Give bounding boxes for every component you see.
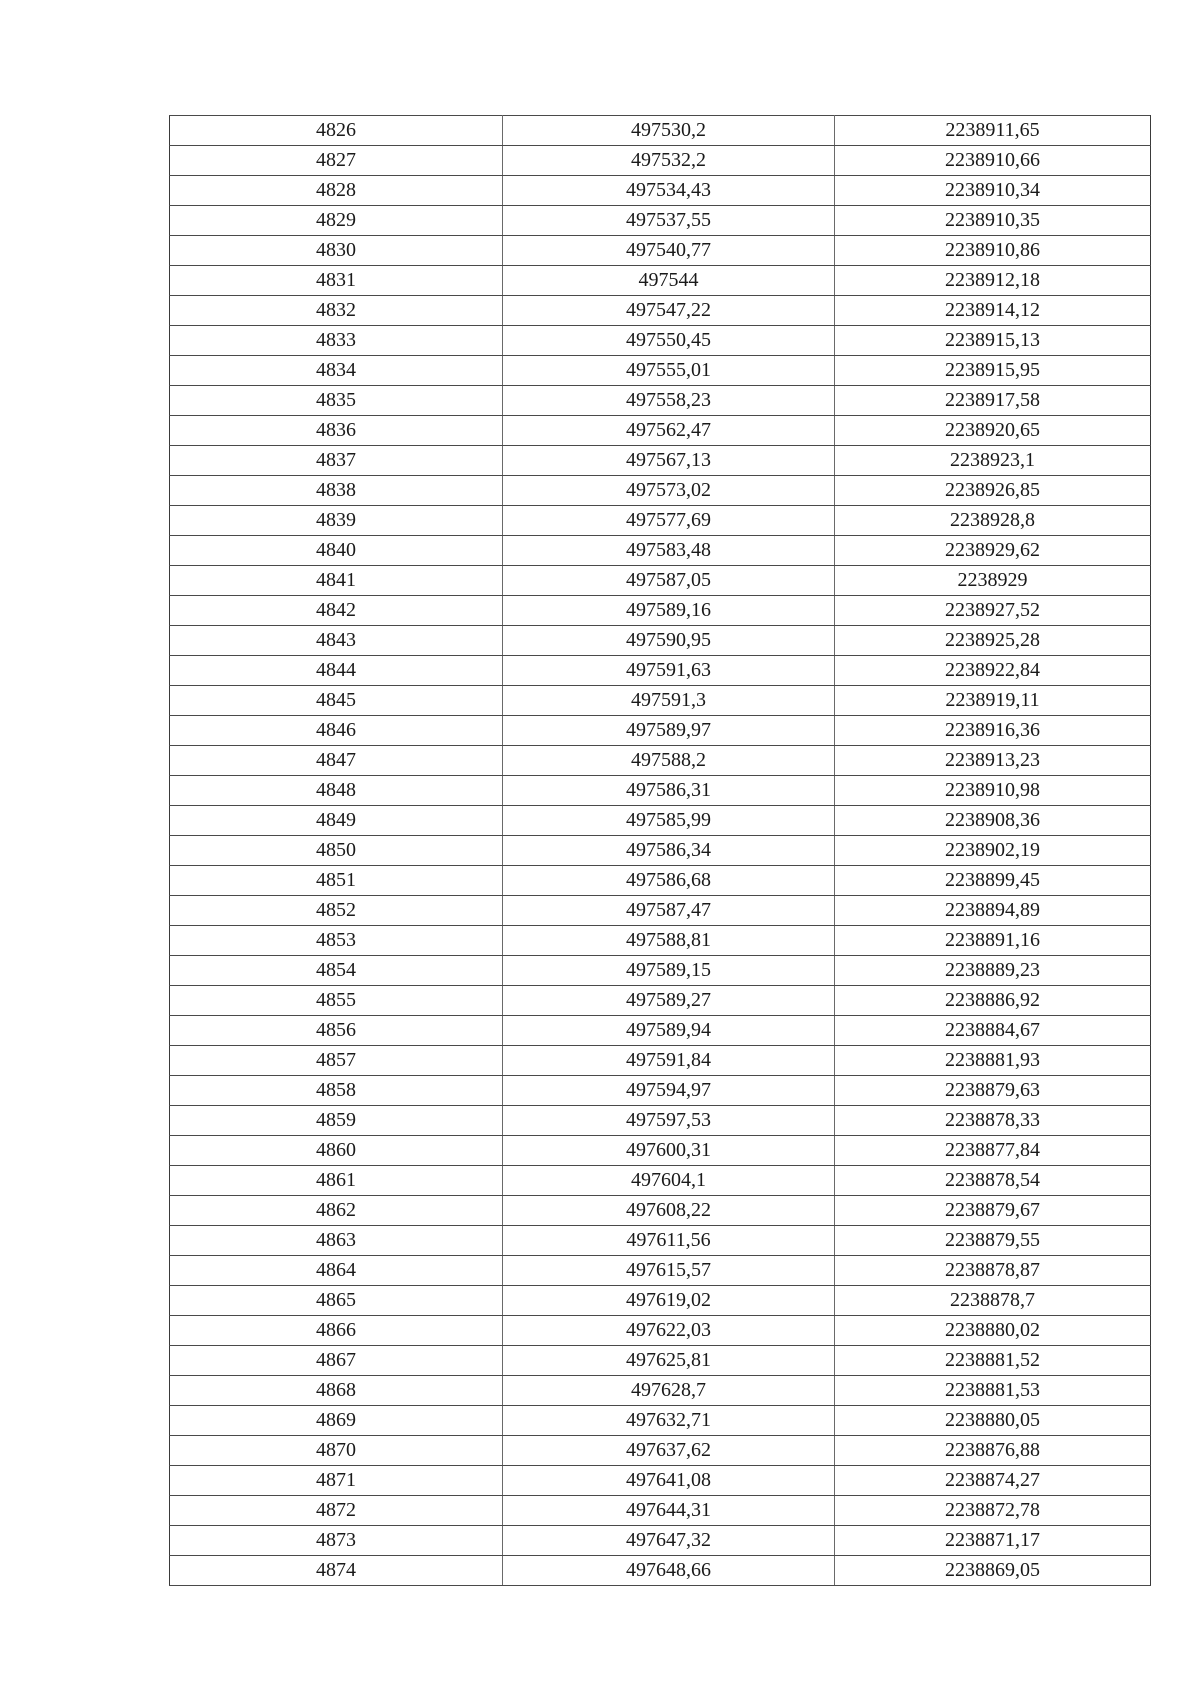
x-coordinate-cell: 497573,02 bbox=[503, 476, 835, 506]
x-coordinate-cell: 497591,84 bbox=[503, 1046, 835, 1076]
x-coordinate-cell: 497589,16 bbox=[503, 596, 835, 626]
x-coordinate-cell: 497530,2 bbox=[503, 116, 835, 146]
table-row bbox=[170, 146, 1151, 176]
point-number-cell: 4827 bbox=[170, 146, 503, 176]
y-coordinate-cell: 2238886,92 bbox=[835, 986, 1151, 1016]
x-coordinate-cell: 497589,27 bbox=[503, 986, 835, 1016]
x-coordinate-cell: 497562,47 bbox=[503, 416, 835, 446]
y-coordinate-cell: 2238913,23 bbox=[835, 746, 1151, 776]
y-coordinate-cell: 2238881,53 bbox=[835, 1376, 1151, 1406]
point-number-cell: 4845 bbox=[170, 686, 503, 716]
table-row bbox=[170, 956, 1151, 986]
y-coordinate-cell: 2238916,36 bbox=[835, 716, 1151, 746]
point-number-cell: 4836 bbox=[170, 416, 503, 446]
table-row bbox=[170, 1436, 1151, 1466]
x-coordinate-cell: 497577,69 bbox=[503, 506, 835, 536]
point-number-cell: 4839 bbox=[170, 506, 503, 536]
y-coordinate-cell: 2238879,63 bbox=[835, 1076, 1151, 1106]
table-row bbox=[170, 506, 1151, 536]
table-row bbox=[170, 1076, 1151, 1106]
table-row bbox=[170, 416, 1151, 446]
x-coordinate-cell: 497558,23 bbox=[503, 386, 835, 416]
y-coordinate-cell: 2238881,52 bbox=[835, 1346, 1151, 1376]
x-coordinate-cell: 497547,22 bbox=[503, 296, 835, 326]
x-coordinate-cell: 497597,53 bbox=[503, 1106, 835, 1136]
point-number-cell: 4847 bbox=[170, 746, 503, 776]
table-row bbox=[170, 1346, 1151, 1376]
y-coordinate-cell: 2238929 bbox=[835, 566, 1151, 596]
x-coordinate-cell: 497622,03 bbox=[503, 1316, 835, 1346]
point-number-cell: 4849 bbox=[170, 806, 503, 836]
point-number-cell: 4852 bbox=[170, 896, 503, 926]
y-coordinate-cell: 2238878,33 bbox=[835, 1106, 1151, 1136]
y-coordinate-cell: 2238874,27 bbox=[835, 1466, 1151, 1496]
y-coordinate-cell: 2238894,89 bbox=[835, 896, 1151, 926]
table-row bbox=[170, 656, 1151, 686]
point-number-cell: 4830 bbox=[170, 236, 503, 266]
point-number-cell: 4857 bbox=[170, 1046, 503, 1076]
coordinates-table-body bbox=[170, 116, 1151, 1586]
x-coordinate-cell: 497591,3 bbox=[503, 686, 835, 716]
table-row bbox=[170, 866, 1151, 896]
table-row bbox=[170, 1046, 1151, 1076]
y-coordinate-cell: 2238899,45 bbox=[835, 866, 1151, 896]
y-coordinate-cell: 2238902,19 bbox=[835, 836, 1151, 866]
y-coordinate-cell: 2238910,66 bbox=[835, 146, 1151, 176]
y-coordinate-cell: 2238878,87 bbox=[835, 1256, 1151, 1286]
table-row bbox=[170, 1196, 1151, 1226]
x-coordinate-cell: 497644,31 bbox=[503, 1496, 835, 1526]
point-number-cell: 4853 bbox=[170, 926, 503, 956]
table-row bbox=[170, 746, 1151, 776]
point-number-cell: 4871 bbox=[170, 1466, 503, 1496]
y-coordinate-cell: 2238889,23 bbox=[835, 956, 1151, 986]
point-number-cell: 4842 bbox=[170, 596, 503, 626]
y-coordinate-cell: 2238929,62 bbox=[835, 536, 1151, 566]
table-row bbox=[170, 836, 1151, 866]
table-row bbox=[170, 1256, 1151, 1286]
table-row bbox=[170, 356, 1151, 386]
table-row bbox=[170, 716, 1151, 746]
y-coordinate-cell: 2238920,65 bbox=[835, 416, 1151, 446]
x-coordinate-cell: 497586,34 bbox=[503, 836, 835, 866]
point-number-cell: 4829 bbox=[170, 206, 503, 236]
point-number-cell: 4862 bbox=[170, 1196, 503, 1226]
y-coordinate-cell: 2238923,1 bbox=[835, 446, 1151, 476]
x-coordinate-cell: 497567,13 bbox=[503, 446, 835, 476]
y-coordinate-cell: 2238908,36 bbox=[835, 806, 1151, 836]
point-number-cell: 4844 bbox=[170, 656, 503, 686]
point-number-cell: 4840 bbox=[170, 536, 503, 566]
table-row bbox=[170, 1286, 1151, 1316]
table-row bbox=[170, 326, 1151, 356]
y-coordinate-cell: 2238880,02 bbox=[835, 1316, 1151, 1346]
table-row bbox=[170, 596, 1151, 626]
table-row bbox=[170, 116, 1151, 146]
point-number-cell: 4867 bbox=[170, 1346, 503, 1376]
y-coordinate-cell: 2238876,88 bbox=[835, 1436, 1151, 1466]
y-coordinate-cell: 2238869,05 bbox=[835, 1556, 1151, 1586]
x-coordinate-cell: 497588,81 bbox=[503, 926, 835, 956]
table-row bbox=[170, 176, 1151, 206]
y-coordinate-cell: 2238877,84 bbox=[835, 1136, 1151, 1166]
table-row bbox=[170, 686, 1151, 716]
coordinates-table bbox=[169, 115, 1151, 1586]
table-row bbox=[170, 386, 1151, 416]
point-number-cell: 4865 bbox=[170, 1286, 503, 1316]
x-coordinate-cell: 497619,02 bbox=[503, 1286, 835, 1316]
table-row bbox=[170, 1376, 1151, 1406]
x-coordinate-cell: 497540,77 bbox=[503, 236, 835, 266]
point-number-cell: 4831 bbox=[170, 266, 503, 296]
table-row bbox=[170, 1166, 1151, 1196]
point-number-cell: 4850 bbox=[170, 836, 503, 866]
y-coordinate-cell: 2238915,13 bbox=[835, 326, 1151, 356]
table-row bbox=[170, 446, 1151, 476]
x-coordinate-cell: 497632,71 bbox=[503, 1406, 835, 1436]
y-coordinate-cell: 2238912,18 bbox=[835, 266, 1151, 296]
y-coordinate-cell: 2238880,05 bbox=[835, 1406, 1151, 1436]
y-coordinate-cell: 2238914,12 bbox=[835, 296, 1151, 326]
y-coordinate-cell: 2238919,11 bbox=[835, 686, 1151, 716]
point-number-cell: 4866 bbox=[170, 1316, 503, 1346]
x-coordinate-cell: 497586,68 bbox=[503, 866, 835, 896]
point-number-cell: 4854 bbox=[170, 956, 503, 986]
x-coordinate-cell: 497586,31 bbox=[503, 776, 835, 806]
table-row bbox=[170, 926, 1151, 956]
table-row bbox=[170, 296, 1151, 326]
point-number-cell: 4858 bbox=[170, 1076, 503, 1106]
x-coordinate-cell: 497647,32 bbox=[503, 1526, 835, 1556]
y-coordinate-cell: 2238926,85 bbox=[835, 476, 1151, 506]
y-coordinate-cell: 2238910,86 bbox=[835, 236, 1151, 266]
table-row bbox=[170, 986, 1151, 1016]
table-row bbox=[170, 1496, 1151, 1526]
point-number-cell: 4848 bbox=[170, 776, 503, 806]
x-coordinate-cell: 497600,31 bbox=[503, 1136, 835, 1166]
x-coordinate-cell: 497637,62 bbox=[503, 1436, 835, 1466]
y-coordinate-cell: 2238879,55 bbox=[835, 1226, 1151, 1256]
point-number-cell: 4870 bbox=[170, 1436, 503, 1466]
y-coordinate-cell: 2238910,35 bbox=[835, 206, 1151, 236]
x-coordinate-cell: 497611,56 bbox=[503, 1226, 835, 1256]
y-coordinate-cell: 2238881,93 bbox=[835, 1046, 1151, 1076]
table-row bbox=[170, 1556, 1151, 1586]
point-number-cell: 4872 bbox=[170, 1496, 503, 1526]
point-number-cell: 4838 bbox=[170, 476, 503, 506]
point-number-cell: 4843 bbox=[170, 626, 503, 656]
point-number-cell: 4846 bbox=[170, 716, 503, 746]
table-row bbox=[170, 1466, 1151, 1496]
table-row bbox=[170, 476, 1151, 506]
y-coordinate-cell: 2238910,98 bbox=[835, 776, 1151, 806]
table-row bbox=[170, 776, 1151, 806]
y-coordinate-cell: 2238927,52 bbox=[835, 596, 1151, 626]
point-number-cell: 4856 bbox=[170, 1016, 503, 1046]
y-coordinate-cell: 2238872,78 bbox=[835, 1496, 1151, 1526]
table-row bbox=[170, 896, 1151, 926]
x-coordinate-cell: 497583,48 bbox=[503, 536, 835, 566]
x-coordinate-cell: 497589,97 bbox=[503, 716, 835, 746]
x-coordinate-cell: 497550,45 bbox=[503, 326, 835, 356]
point-number-cell: 4828 bbox=[170, 176, 503, 206]
y-coordinate-cell: 2238891,16 bbox=[835, 926, 1151, 956]
y-coordinate-cell: 2238884,67 bbox=[835, 1016, 1151, 1046]
table-row bbox=[170, 1136, 1151, 1166]
table-row bbox=[170, 1316, 1151, 1346]
point-number-cell: 4868 bbox=[170, 1376, 503, 1406]
y-coordinate-cell: 2238922,84 bbox=[835, 656, 1151, 686]
x-coordinate-cell: 497591,63 bbox=[503, 656, 835, 686]
x-coordinate-cell: 497534,43 bbox=[503, 176, 835, 206]
table-row bbox=[170, 236, 1151, 266]
x-coordinate-cell: 497604,1 bbox=[503, 1166, 835, 1196]
point-number-cell: 4855 bbox=[170, 986, 503, 1016]
y-coordinate-cell: 2238878,54 bbox=[835, 1166, 1151, 1196]
point-number-cell: 4873 bbox=[170, 1526, 503, 1556]
x-coordinate-cell: 497585,99 bbox=[503, 806, 835, 836]
point-number-cell: 4861 bbox=[170, 1166, 503, 1196]
x-coordinate-cell: 497594,97 bbox=[503, 1076, 835, 1106]
table-row bbox=[170, 1016, 1151, 1046]
y-coordinate-cell: 2238910,34 bbox=[835, 176, 1151, 206]
table-row bbox=[170, 1106, 1151, 1136]
y-coordinate-cell: 2238928,8 bbox=[835, 506, 1151, 536]
x-coordinate-cell: 497587,47 bbox=[503, 896, 835, 926]
table-row bbox=[170, 1226, 1151, 1256]
point-number-cell: 4874 bbox=[170, 1556, 503, 1586]
x-coordinate-cell: 497589,15 bbox=[503, 956, 835, 986]
y-coordinate-cell: 2238879,67 bbox=[835, 1196, 1151, 1226]
point-number-cell: 4826 bbox=[170, 116, 503, 146]
x-coordinate-cell: 497641,08 bbox=[503, 1466, 835, 1496]
point-number-cell: 4832 bbox=[170, 296, 503, 326]
y-coordinate-cell: 2238871,17 bbox=[835, 1526, 1151, 1556]
y-coordinate-cell: 2238917,58 bbox=[835, 386, 1151, 416]
x-coordinate-cell: 497615,57 bbox=[503, 1256, 835, 1286]
table-row bbox=[170, 1406, 1151, 1436]
point-number-cell: 4837 bbox=[170, 446, 503, 476]
x-coordinate-cell: 497589,94 bbox=[503, 1016, 835, 1046]
point-number-cell: 4835 bbox=[170, 386, 503, 416]
point-number-cell: 4834 bbox=[170, 356, 503, 386]
y-coordinate-cell: 2238915,95 bbox=[835, 356, 1151, 386]
y-coordinate-cell: 2238911,65 bbox=[835, 116, 1151, 146]
x-coordinate-cell: 497544 bbox=[503, 266, 835, 296]
point-number-cell: 4869 bbox=[170, 1406, 503, 1436]
table-row bbox=[170, 626, 1151, 656]
x-coordinate-cell: 497587,05 bbox=[503, 566, 835, 596]
table-row bbox=[170, 1526, 1151, 1556]
table-row bbox=[170, 206, 1151, 236]
y-coordinate-cell: 2238925,28 bbox=[835, 626, 1151, 656]
x-coordinate-cell: 497588,2 bbox=[503, 746, 835, 776]
point-number-cell: 4864 bbox=[170, 1256, 503, 1286]
x-coordinate-cell: 497537,55 bbox=[503, 206, 835, 236]
x-coordinate-cell: 497628,7 bbox=[503, 1376, 835, 1406]
point-number-cell: 4860 bbox=[170, 1136, 503, 1166]
point-number-cell: 4833 bbox=[170, 326, 503, 356]
point-number-cell: 4851 bbox=[170, 866, 503, 896]
table-row bbox=[170, 806, 1151, 836]
point-number-cell: 4859 bbox=[170, 1106, 503, 1136]
table-row bbox=[170, 266, 1151, 296]
table-row bbox=[170, 536, 1151, 566]
point-number-cell: 4863 bbox=[170, 1226, 503, 1256]
x-coordinate-cell: 497590,95 bbox=[503, 626, 835, 656]
point-number-cell: 4841 bbox=[170, 566, 503, 596]
table-row bbox=[170, 566, 1151, 596]
x-coordinate-cell: 497625,81 bbox=[503, 1346, 835, 1376]
x-coordinate-cell: 497648,66 bbox=[503, 1556, 835, 1586]
y-coordinate-cell: 2238878,7 bbox=[835, 1286, 1151, 1316]
x-coordinate-cell: 497532,2 bbox=[503, 146, 835, 176]
x-coordinate-cell: 497608,22 bbox=[503, 1196, 835, 1226]
x-coordinate-cell: 497555,01 bbox=[503, 356, 835, 386]
